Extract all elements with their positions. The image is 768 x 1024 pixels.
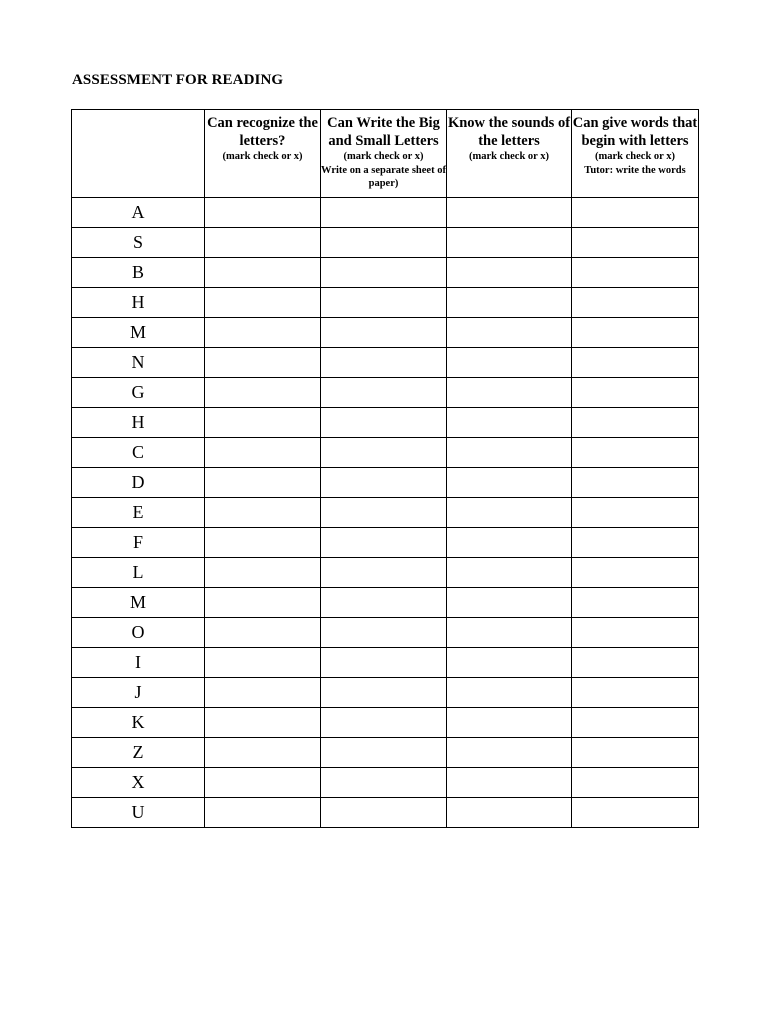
header-cell-write <box>321 110 447 198</box>
recognize-cell[interactable] <box>205 768 321 798</box>
recognize-cell[interactable] <box>205 438 321 468</box>
words-cell[interactable] <box>572 558 699 588</box>
sounds-cell[interactable] <box>447 738 572 768</box>
write-cell[interactable] <box>321 558 447 588</box>
sounds-cell[interactable] <box>447 588 572 618</box>
recognize-cell[interactable] <box>205 528 321 558</box>
page-title: ASSESSMENT FOR READING <box>72 72 284 88</box>
sounds-cell[interactable] <box>447 288 572 318</box>
write-cell[interactable] <box>321 468 447 498</box>
letter-cell: F <box>72 528 205 558</box>
words-cell[interactable] <box>572 288 699 318</box>
words-cell[interactable] <box>572 588 699 618</box>
write-cell[interactable] <box>321 198 447 228</box>
header-write-note: (mark check or x) <box>343 151 424 162</box>
words-cell[interactable] <box>572 528 699 558</box>
letter-cell: J <box>72 678 205 708</box>
table-row <box>72 618 699 648</box>
letter-cell: D <box>72 468 205 498</box>
write-cell[interactable] <box>321 318 447 348</box>
recognize-cell[interactable] <box>205 588 321 618</box>
letter-cell: B <box>72 258 205 288</box>
table-row <box>72 798 699 828</box>
header-write-instruction: Write on a separate sheet of paper) <box>321 164 446 189</box>
sounds-cell[interactable] <box>447 318 572 348</box>
words-cell[interactable] <box>572 738 699 768</box>
sounds-cell[interactable] <box>447 198 572 228</box>
letter-cell: G <box>72 378 205 408</box>
table-row <box>72 258 699 288</box>
table-row <box>72 378 699 408</box>
words-cell[interactable] <box>572 438 699 468</box>
table-row <box>72 288 699 318</box>
sounds-cell[interactable] <box>447 468 572 498</box>
letter-cell: H <box>72 288 205 318</box>
table-row <box>72 768 699 798</box>
recognize-cell[interactable] <box>205 648 321 678</box>
write-cell[interactable] <box>321 798 447 828</box>
write-cell[interactable] <box>321 378 447 408</box>
write-cell[interactable] <box>321 708 447 738</box>
letter-cell: S <box>72 228 205 258</box>
recognize-cell[interactable] <box>205 378 321 408</box>
table-body <box>72 198 699 828</box>
words-cell[interactable] <box>572 768 699 798</box>
sounds-cell[interactable] <box>447 258 572 288</box>
table-row <box>72 318 699 348</box>
header-sounds-note: (mark check or x) <box>469 151 549 162</box>
sounds-cell[interactable] <box>447 558 572 588</box>
table-row <box>72 498 699 528</box>
words-cell[interactable] <box>572 228 699 258</box>
words-cell[interactable] <box>572 408 699 438</box>
sounds-cell[interactable] <box>447 228 572 258</box>
header-recognize-note: (mark check or x) <box>222 151 303 162</box>
assessment-table <box>71 109 699 828</box>
write-cell[interactable] <box>321 348 447 378</box>
write-cell[interactable] <box>321 648 447 678</box>
letter-cell: L <box>72 558 205 588</box>
words-cell[interactable] <box>572 708 699 738</box>
letter-cell: O <box>72 618 205 648</box>
table-row <box>72 438 699 468</box>
letter-cell: X <box>72 768 205 798</box>
words-cell[interactable] <box>572 498 699 528</box>
words-cell[interactable] <box>572 468 699 498</box>
words-cell[interactable] <box>572 258 699 288</box>
write-cell[interactable] <box>321 528 447 558</box>
header-cell-sounds <box>447 110 572 198</box>
table-row <box>72 558 699 588</box>
table-row <box>72 198 699 228</box>
words-cell[interactable] <box>572 198 699 228</box>
write-cell[interactable] <box>321 618 447 648</box>
recognize-cell[interactable] <box>205 288 321 318</box>
letter-cell: M <box>72 588 205 618</box>
sounds-cell[interactable] <box>447 798 572 828</box>
letter-cell: Z <box>72 738 205 768</box>
recognize-cell[interactable] <box>205 678 321 708</box>
sounds-cell[interactable] <box>447 618 572 648</box>
write-cell[interactable] <box>321 498 447 528</box>
sounds-cell[interactable] <box>447 498 572 528</box>
letter-cell: M <box>72 318 205 348</box>
letter-cell: K <box>72 708 205 738</box>
letter-cell: H <box>72 408 205 438</box>
sounds-cell[interactable] <box>447 438 572 468</box>
letter-cell: N <box>72 348 205 378</box>
write-cell[interactable] <box>321 768 447 798</box>
header-cell-recognize <box>205 110 321 198</box>
write-cell[interactable] <box>321 438 447 468</box>
sounds-cell[interactable] <box>447 378 572 408</box>
sounds-cell[interactable] <box>447 348 572 378</box>
header-cell-letter <box>72 110 205 198</box>
recognize-cell[interactable] <box>205 498 321 528</box>
header-cell-words <box>572 110 699 198</box>
sounds-cell[interactable] <box>447 768 572 798</box>
table-row <box>72 678 699 708</box>
recognize-cell[interactable] <box>205 228 321 258</box>
letter-cell: C <box>72 438 205 468</box>
table-row <box>72 468 699 498</box>
write-cell[interactable] <box>321 738 447 768</box>
sounds-cell[interactable] <box>447 648 572 678</box>
recognize-cell[interactable] <box>205 618 321 648</box>
words-cell[interactable] <box>572 648 699 678</box>
letter-cell: A <box>72 198 205 228</box>
words-cell[interactable] <box>572 798 699 828</box>
sounds-cell[interactable] <box>447 708 572 738</box>
table-row <box>72 648 699 678</box>
letter-cell: U <box>72 798 205 828</box>
words-cell[interactable] <box>572 678 699 708</box>
recognize-cell[interactable] <box>205 558 321 588</box>
write-cell[interactable] <box>321 288 447 318</box>
header-words-title: Can give words that begin with letters <box>572 115 698 149</box>
write-cell[interactable] <box>321 408 447 438</box>
write-cell[interactable] <box>321 228 447 258</box>
recognize-cell[interactable] <box>205 468 321 498</box>
recognize-cell[interactable] <box>205 798 321 828</box>
table-row <box>72 708 699 738</box>
table-row <box>72 738 699 768</box>
header-row <box>72 110 699 198</box>
write-cell[interactable] <box>321 258 447 288</box>
header-words-instruction: Tutor: write the words <box>584 164 686 176</box>
recognize-cell[interactable] <box>205 198 321 228</box>
recognize-cell[interactable] <box>205 738 321 768</box>
table-row <box>72 228 699 258</box>
recognize-cell[interactable] <box>205 258 321 288</box>
table-row <box>72 348 699 378</box>
header-write-title: Can Write the Big and Small Letters <box>327 115 440 149</box>
recognize-cell[interactable] <box>205 408 321 438</box>
table-row <box>72 588 699 618</box>
recognize-cell[interactable] <box>205 708 321 738</box>
recognize-cell[interactable] <box>205 318 321 348</box>
words-cell[interactable] <box>572 618 699 648</box>
header-words-note: (mark check or x) <box>595 151 675 162</box>
header-recognize-title: Can recognize the letters? <box>207 115 318 149</box>
sounds-cell[interactable] <box>447 408 572 438</box>
letter-cell: E <box>72 498 205 528</box>
words-cell[interactable] <box>572 348 699 378</box>
sounds-cell[interactable] <box>447 678 572 708</box>
recognize-cell[interactable] <box>205 348 321 378</box>
table-row <box>72 528 699 558</box>
words-cell[interactable] <box>572 318 699 348</box>
write-cell[interactable] <box>321 588 447 618</box>
letter-cell: I <box>72 648 205 678</box>
table-row <box>72 408 699 438</box>
sounds-cell[interactable] <box>447 528 572 558</box>
words-cell[interactable] <box>572 378 699 408</box>
write-cell[interactable] <box>321 678 447 708</box>
header-sounds-title: Know the sounds of the letters <box>447 115 571 149</box>
